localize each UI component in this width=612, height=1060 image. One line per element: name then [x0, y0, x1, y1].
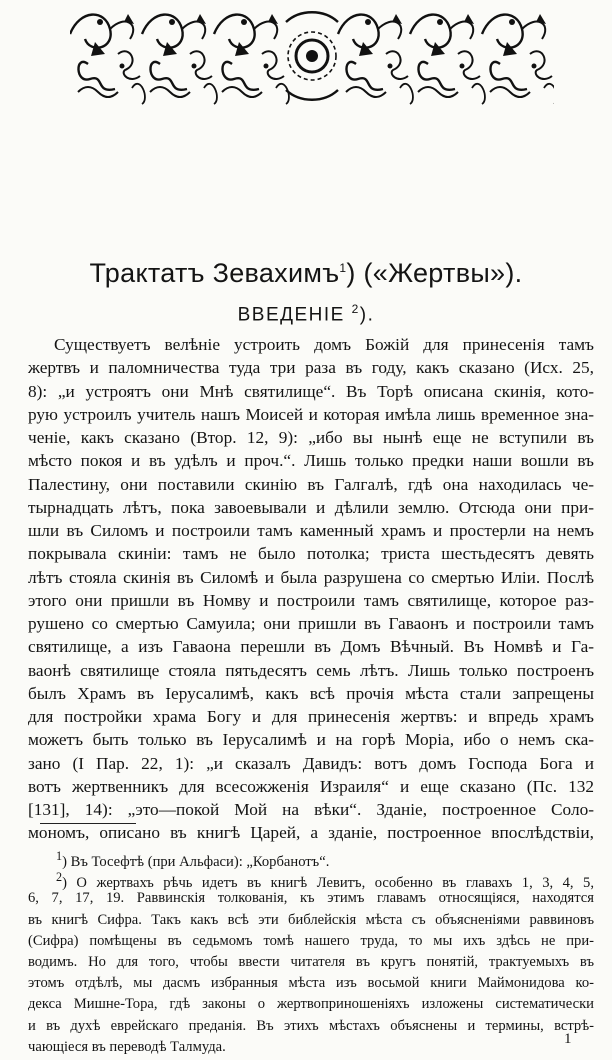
body-line: рушено со смертью Самуила; они пришли въ Гаваонъ и построили тамъ [28, 614, 594, 633]
body-line: покрывала скиніи: тамъ не было потолка; триста шестьдесятъ девять [28, 544, 594, 564]
section-heading [0, 302, 612, 326]
footnote-2-line: чающіеся въ переводѣ Талмуда. [28, 1038, 226, 1055]
body-line: можетъ быть только въ Іерусалимѣ и на горѣ Моріа, ибо о немъ ска- [28, 730, 594, 750]
footnote-2: $^2$) О жертвахъ рѣчь идетъ въ книгѣ Левитъ, особенно въ главахъ 1, 3, 4, 5, [56, 870, 594, 892]
title-translation: («Жертвы»). [363, 258, 523, 288]
body-line: [131], 14): „это—покой Мой на вѣки“. Зданіе, построенное Соло- [28, 800, 594, 819]
decorative-floral-headpiece [70, 4, 554, 108]
body-line: лѣтъ стояла скинія въ Силомѣ и была разрушена со смертью Иліи. Послѣ [28, 567, 594, 587]
footnote-2-mark: 2 [56, 870, 63, 885]
body-line: для постройки храма Богу и для принесенія жертвъ: и впредь храмъ [28, 707, 594, 726]
body-paragraph [28, 333, 594, 845]
footnote-2-line: декса Мишне-Тора, гдѣ законы о жертвоприношеніяхъ изложены систематически [28, 996, 594, 1013]
body-line: святилище, а изъ Гаваона перешли въ Домъ Вѣчный. Въ Номвѣ и Га- [28, 637, 594, 657]
page-number: 1 [564, 1031, 572, 1047]
body-line: тырнадцать лѣтъ, пока завоевывали и дѣлили землю. Отсюда они при- [28, 497, 594, 517]
body-line: былъ Храмъ въ Іерусалимѣ, какъ всѣ прочія мѣста стали запрещены [28, 683, 594, 703]
body-line: вотъ жертвенникъ для всесожженія Израиля“ и еще сказано (Пс. 132 [28, 776, 594, 796]
body-line: мономъ, описано въ книгѣ Царей, а зданіе, построенное впослѣдствіи, [28, 823, 594, 843]
footnote-2-line: (Сифра) помѣщены въ седьмомъ томѣ нашего труда, то мы ихъ здѣсь не при- [28, 932, 594, 949]
footnote-2-line: водимъ. Но для того, чтобы ввести читателя въ кругъ понятій, трактуемыхъ въ [28, 953, 594, 970]
section-heading-text: ВВЕДЕНІЕ [237, 304, 345, 326]
body-line: этого они пришли въ Номву и построили тамъ святилище, которое раз- [28, 590, 594, 610]
body-line: 8): „и устроятъ они Мнѣ святилище“. Въ Торѣ описана скинія, кото- [28, 381, 594, 401]
section-heading-end: ). [359, 304, 375, 326]
body-line: Существуетъ велѣніе устроить домъ Божій для принесенія тамъ [54, 335, 594, 354]
footnote-1-mark: 1 [56, 849, 63, 863]
body-line: шли въ Силомъ и построили тамъ каменный храмъ и простерли на немъ [28, 521, 594, 540]
body-line: ченіе, какъ сказано (Втор. 12, 9): „ибо вы нынѣ еще не вступили въ [28, 428, 594, 447]
body-line: ваонѣ святилище стояла пятьдесятъ семь лѣтъ. Лишь только построенъ [28, 660, 594, 680]
footnote-1-text: Въ Тосефтѣ (при Альфаси): „Корбанотъ“. [70, 853, 330, 870]
body-line: жертвъ и паломничества туда три раза въ году, какъ сказано (Исх. 25, [28, 358, 594, 378]
footnote-2-line: О жертвахъ рѣчь идетъ въ книгѣ Левитъ, особенно въ главахъ 1, 3, 4, 5, [76, 875, 594, 892]
title-footnote-paren: ) [346, 258, 356, 288]
footnote-2-line: въ книгѣ Сифра. Такъ какъ всѣ эти библейскія мѣста съ объясненіями раввиновъ [28, 911, 594, 928]
title-footnote-mark: 1 [339, 261, 347, 275]
body-line: мѣсто покоя и въ удѣлъ и проч.“. Лишь только предки наши вошли въ [28, 451, 594, 471]
body-line: зано (I Пар. 22, 1): „и сказалъ Давидъ: вотъ домъ Господа Бога и [28, 753, 594, 773]
body-line: рую устроилъ учитель нашъ Моисей и которая имѣла лишь временное зна- [28, 404, 594, 424]
title-text: Трактатъ Зевахимъ [89, 258, 340, 288]
footnote-divider [40, 823, 136, 824]
footnotes [28, 846, 594, 1058]
footnote-2-line: 6, 7, 17, 19. Раввинскія толкованія, къ этимъ главамъ относящіяся, находятся [28, 890, 594, 907]
footnote-2-line: этомъ отдѣлѣ, мы дасмъ избранныя мѣста изъ восьмой книги Маймонидова ко- [28, 975, 594, 992]
body-line: Палестину, они поставили скинію въ Галгалѣ, гдѣ она находилась че- [28, 474, 594, 494]
section-heading-footnote-mark: 2 [351, 302, 360, 316]
footnote-2-line: и въ духѣ еврейскаго преданія. Въ этихъ мѣстахъ объяснены и термины, встрѣ- [28, 1017, 594, 1034]
footnote-1: $^1$) Въ Тосефтѣ (при Альфаси): „Корбанотъ“. [56, 849, 330, 870]
page-title [0, 258, 612, 289]
